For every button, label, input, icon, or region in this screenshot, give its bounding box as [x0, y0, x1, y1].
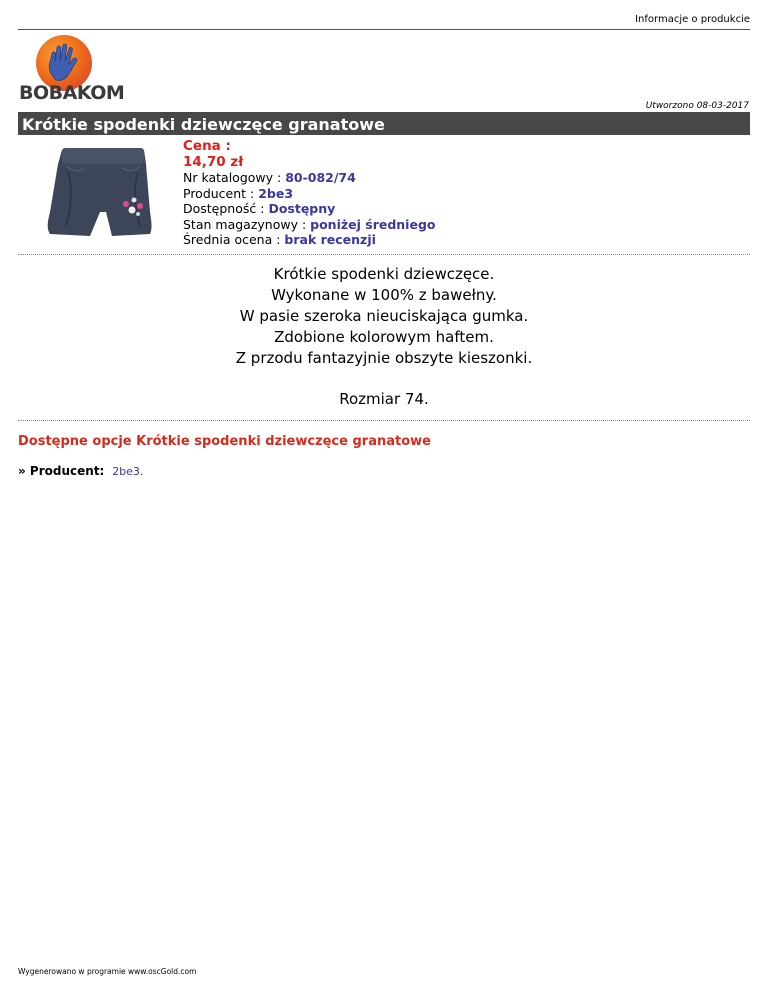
description-line: Zdobione kolorowym haftem.	[274, 328, 494, 346]
catalog-number	[183, 170, 435, 186]
description-line: Z przodu fantazyjnie obszyte kieszonki.	[235, 349, 533, 367]
divider	[18, 420, 750, 421]
availability-value: Dostępny	[268, 201, 336, 217]
option-producer-label: » Producent:	[18, 464, 105, 478]
stock-status	[183, 217, 435, 233]
option-producer	[18, 464, 143, 478]
stock-label: Stan magazynowy :	[183, 216, 311, 232]
availability	[183, 201, 435, 217]
product-title: Krótkie spodenki dziewczęce granatowe	[18, 112, 750, 135]
producer-value: 2be3	[258, 185, 294, 201]
description-line: Krótkie spodenki dziewczęce.	[273, 265, 495, 283]
created-date: Utworzono 08-03-2017	[645, 101, 749, 111]
rating-value: brak recenzji	[284, 232, 376, 248]
description-line: Wykonane w 100% z bawełny.	[271, 286, 497, 304]
header-title: Informacje o produkcie	[635, 14, 750, 25]
product-description	[18, 264, 750, 410]
options-title: Dostępne opcje Krótkie spodenki dziewczęce granatowe	[18, 434, 431, 449]
stock-value: poniżej średniego	[310, 216, 436, 232]
product-image	[40, 142, 166, 240]
producer-label: Producent :	[183, 185, 259, 201]
availability-label: Dostępność :	[183, 201, 269, 217]
hand-icon	[42, 40, 86, 84]
description-size: Rozmiar 74.	[339, 390, 429, 408]
description-line: W pasie szeroka nieuciskająca gumka.	[239, 307, 529, 325]
catalog-value: 80-082/74	[285, 170, 356, 185]
footer-note: Wygenerowano w programie www.oscGold.com	[18, 967, 197, 976]
product-info	[183, 138, 435, 248]
producer	[183, 186, 435, 202]
store-logo	[18, 34, 125, 104]
catalog-label: Nr katalogowy :	[183, 170, 286, 185]
price-value: 14,70 zł	[183, 154, 244, 170]
average-rating	[183, 232, 435, 248]
price-label: Cena :	[183, 138, 231, 154]
logo-text: BOBAKOM	[19, 82, 125, 104]
divider	[18, 254, 750, 255]
page-header	[18, 10, 750, 30]
rating-label: Średnia ocena :	[183, 232, 285, 248]
option-producer-value: 2be3.	[112, 465, 144, 478]
